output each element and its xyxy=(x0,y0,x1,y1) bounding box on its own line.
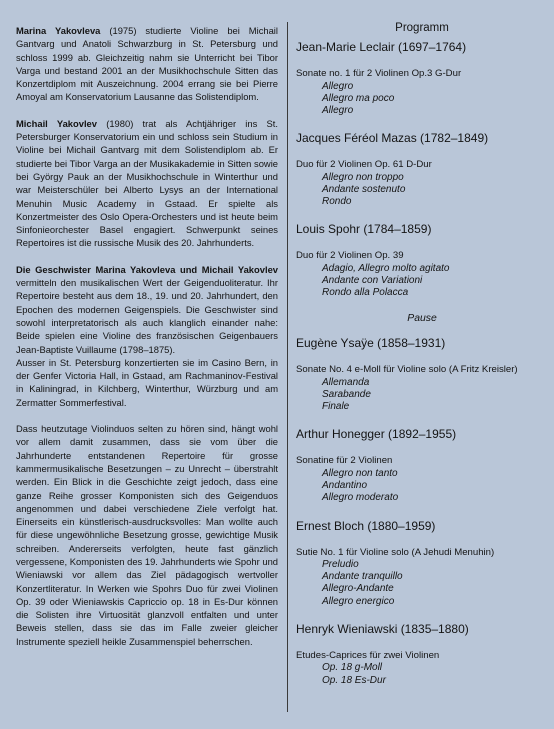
movement: Finale xyxy=(322,401,350,413)
movement: Allegro-Andante xyxy=(322,583,394,595)
bio-text-concerts: Ausser in St. Petersburg konzertierten sie im Casino Bern, in der Genfer Victoria Hall, in Gstaad, am Rachmaninov-Festival in Kaliningrad, in Kilchberg, Winterthur, Würzburg und am Zermatter Sommerfestival. xyxy=(16,356,278,408)
movement: Allegro non troppo xyxy=(322,171,404,183)
composer-bloch: Ernest Bloch (1880–1959) xyxy=(296,518,436,533)
movement: Rondo alla Polacca xyxy=(322,287,409,299)
composer-wieniawski: Henryk Wieniawski (1835–1880) xyxy=(296,621,469,636)
movement: Allegro xyxy=(322,104,354,116)
bio-paragraph-michail xyxy=(16,117,278,250)
work-mazas: Duo für 2 Violinen Op. 61 D-Dur xyxy=(296,159,432,171)
movement: Sarabande xyxy=(322,389,371,401)
movements-wieniawski xyxy=(322,662,548,686)
movements-leclair xyxy=(322,81,548,118)
work-ysaye: Sonate No. 4 e-Moll für Violine solo (A Fritz Kreisler) xyxy=(296,364,518,376)
bio-text-michail: (1980) trat als Achtjähriger ins St. Petersburger Konservatorium ein und schloss sein Studium in Violine bei Michail Gantvarg mit dem Solistendiplom ab. Er studierte bei Tibor Varga an der Musikakademie in Sitten sowie bei György Pauk an der Musikhochschule in Winterthur und war Meisterschüler bei Alberto Lysys an der International Menuhin Music Academy in Gstaad. Er spielte als Konzertmeister des Oslo Opera-Orchesters und ist heute beim Sinfonieorchester Basel engagiert. Schwerpunkt seines Repertoires ist die russische Musik des 20. Jahrhunderts. xyxy=(16,117,278,249)
movement: Andantino xyxy=(322,480,368,492)
composer-honegger: Arthur Honegger (1892–1955) xyxy=(296,427,457,442)
movements-mazas xyxy=(322,172,548,209)
movements-honegger xyxy=(322,468,548,505)
work-bloch: Sutie No. 1 für Violine solo (A Jehudi Menuhin) xyxy=(296,546,495,558)
movements-spohr xyxy=(322,263,548,300)
bio-paragraph-marina xyxy=(16,24,278,104)
movements-bloch xyxy=(322,559,548,608)
intermission-label: Pause xyxy=(407,313,437,325)
movement: Andante con Variationi xyxy=(322,274,423,286)
biography-column xyxy=(16,24,278,661)
work-leclair: Sonate no. 1 für 2 Violinen Op.3 G-Dur xyxy=(296,68,462,79)
composer-mazas: Jacques Féréol Mazas (1782–1849) xyxy=(296,131,489,146)
work-spohr: Duo für 2 Violinen Op. 39 xyxy=(296,250,404,262)
movements-ysaye xyxy=(322,377,548,414)
movement: Op. 18 g-Moll xyxy=(322,662,383,674)
bio-paragraph-siblings xyxy=(16,263,278,409)
program-column xyxy=(296,22,548,701)
composer-ysaye: Eugène Ysaÿe (1858–1931) xyxy=(296,336,446,351)
column-divider xyxy=(287,22,288,712)
program-title: Programm xyxy=(395,22,449,34)
bio-name-siblings: Die Geschwister Marina Yakovleva und Michail Yakovlev xyxy=(16,263,278,275)
movement: Op. 18 Es-Dur xyxy=(322,674,386,686)
movement: Allegro moderato xyxy=(322,492,399,504)
bio-name-marina: Marina Yakovleva xyxy=(16,25,101,36)
movement: Allegro xyxy=(322,80,354,92)
movement: Allegro energico xyxy=(322,595,395,607)
bio-text-siblings: vermitteln den musikalischen Wert der Geigenduoliteratur. Ihr Repertoire besteht aus dem 18., 19. und 20. Jahrhundert, den Epochen des modernen Geigenspiels. Die Geschwister sind sowohl interpretatorisch als auch klanglich einander nahe: Beide spielen eine Violine des französischen Geigenbauers Jean-Baptiste Vuillaume (1798–1875). xyxy=(16,277,278,355)
work-honegger: Sonatine für 2 Violinen xyxy=(296,455,393,467)
movement: Allegro non tanto xyxy=(322,467,398,479)
movement: Preludio xyxy=(322,559,359,571)
bio-name-michail: Michail Yakovlev xyxy=(16,117,97,129)
work-wieniawski: Etudes-Caprices für zwei Violinen xyxy=(296,649,440,661)
movement: Andante sostenuto xyxy=(322,183,406,195)
movement: Andante tranquillo xyxy=(322,571,403,583)
movement: Allemanda xyxy=(322,376,370,388)
composer-spohr: Louis Spohr (1784–1859) xyxy=(296,222,432,237)
bio-text-marina: (1975) studierte Violine bei Michail Gantvarg und Anatoli Schwarzburg in St. Petersburg und schloss 1999 ab. Gleichzeitig nahm sie Unterricht bei Tibor Varga und bestand 2001 an der Musikhochschule Sitten das Konzertdiplom mit Auszeichnung. 2004 errang sie bei Pierre Amoyal am Konservatorium Lausanne das Solistendiplom. xyxy=(16,25,278,103)
movement: Allegro ma poco xyxy=(322,92,395,104)
movement: Adagio, Allegro molto agitato xyxy=(322,262,450,274)
bio-paragraph-repertoire: Dass heutzutage Violinduos selten zu hören sind, hängt wohl vor allem damit zusammen, dass sie vom über die Jahrhunderte entstandenen Repertoire für grosse kammermusikalische Besetzungen – zu Unrecht – überstrahlt werden. Ein Blick in die Geschichte zeigt jedoch, dass eine ganze Reihe grosser Komponisten sich des Geigenduos angenommen und dabei verschiedene Ziele verfolgt hat. Einerseits ein künstlerisch-ausdrucksvolles: Man wollte auch für diese ungewöhnliche Besetzung grosse, gewichtige Musik schreiben. Andererseits verfolgten, heute fast gänzlich vergessene, Komponisten des 19. Jahrhunderts wie Spohr und Wieniawski vor allem das Ziel pädagogisch wertvoller Konzertliteratur. In Werken wie Spohrs Duo für zwei Violinen Op. 39 oder Wieniawskis Capriccio op. 18 in Es-Dur können die Solisten ihre Virtuosität glanzvoll entfalten und unter Beweis stellen, dass sie das im Falle zweier gleicher Instrumente speziell heikle Zusammenspiel beherrschen. xyxy=(16,423,278,647)
movement: Rondo xyxy=(322,196,352,208)
composer-leclair: Jean-Marie Leclair (1697–1764) xyxy=(296,40,467,54)
